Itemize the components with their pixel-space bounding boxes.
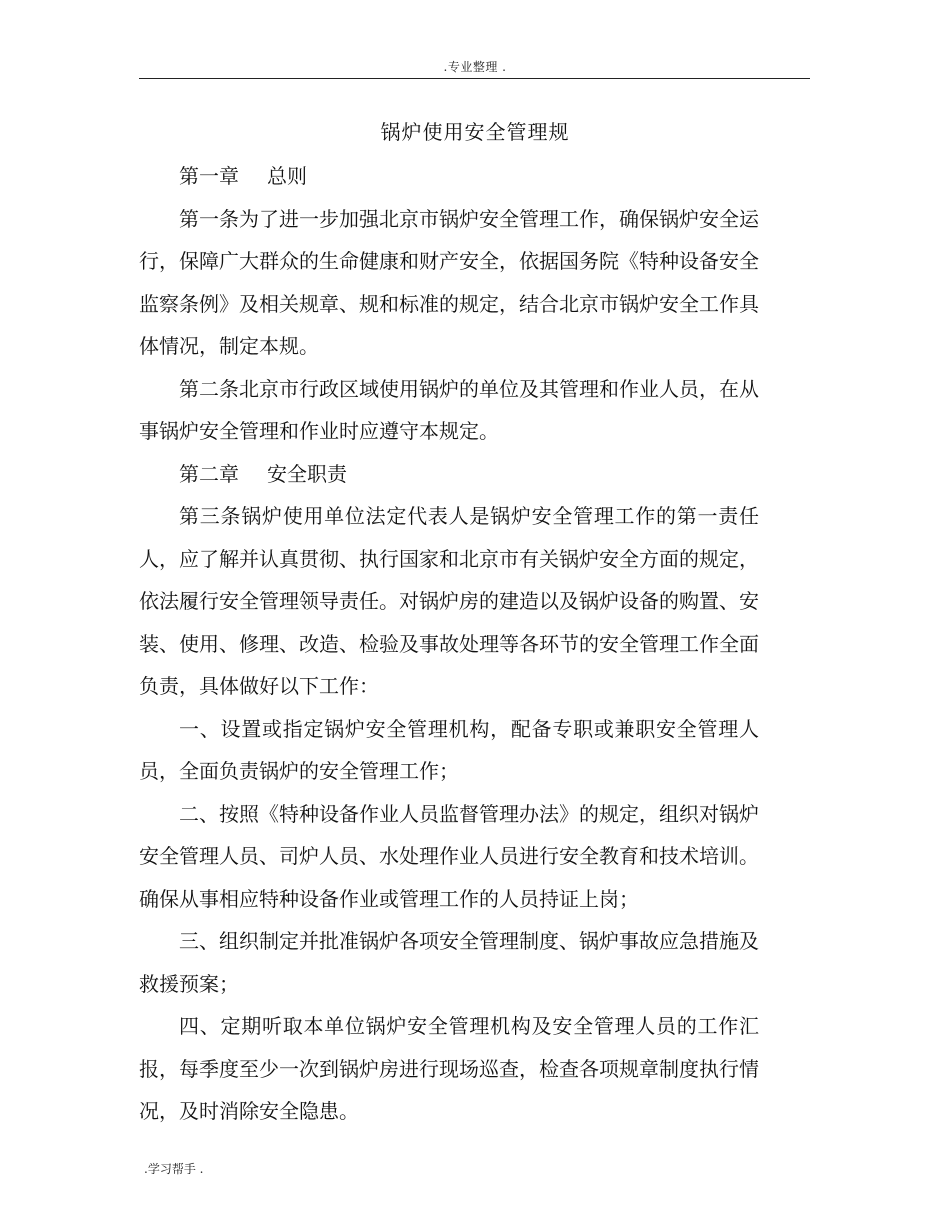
article-3: 第三条锅炉使用单位法定代表人是锅炉安全管理工作的第一责任人，应了解并认真贯彻、执行国家和北京市有关锅炉安全方面的规定，依法履行安全管理领导责任。对锅炉房的建造以及锅炉设备的购置、安装、使用、修理、改造、检验及事故处理等各环节的安全管理工作全面负责，具体做好以下工作： <box>139 504 759 698</box>
list-item: 二、按照《特种设备作业人员监督管理办法》的规定，组织对锅炉安全管理人员、司炉人员、水处理作业人员进行安全教育和技术培训。确保从事相应特种设备作业或管理工作的人员持证上岗； <box>139 801 759 911</box>
page-footer: .学习帮手 . <box>144 1162 204 1176</box>
list-item: 一、设置或指定锅炉安全管理机构，配备专职或兼职安全管理人员，全面负责锅炉的安全管理工作； <box>139 716 759 783</box>
page-header: .专业整理 . <box>443 60 507 74</box>
list-item: 三、组织制定并批准锅炉各项安全管理制度、锅炉事故应急措施及救援预案； <box>139 929 759 996</box>
document-body <box>139 155 759 1133</box>
chapter-name: 总则 <box>267 164 307 188</box>
chapter-number: 第一章 <box>179 164 239 188</box>
chapter-heading-2 <box>139 453 759 496</box>
article-2: 第二条北京市行政区域使用锅炉的单位及其管理和作业人员，在从事锅炉安全管理和作业时应遵守本规定。 <box>139 376 759 443</box>
chapter-name: 安全职责 <box>267 461 347 486</box>
article-1: 第一条为了进一步加强北京市锅炉安全管理工作，确保锅炉安全运行，保障广大群众的生命健康和财产安全，依据国务院《特种设备安全监察条例》及相关规章、规和标准的规定，结合北京市锅炉安全工作具体情况，制定本规。 <box>139 206 759 358</box>
list-item: 四、定期听取本单位锅炉安全管理机构及安全管理人员的工作汇报，每季度至少一次到锅炉房进行现场巡查，检查各项规章制度执行情况，及时消除安全隐患。 <box>139 1014 759 1123</box>
document-title: 锅炉使用安全管理规 <box>380 120 570 144</box>
chapter-heading-1 <box>139 155 759 198</box>
header-divider <box>139 78 810 79</box>
chapter-number: 第二章 <box>179 461 239 486</box>
